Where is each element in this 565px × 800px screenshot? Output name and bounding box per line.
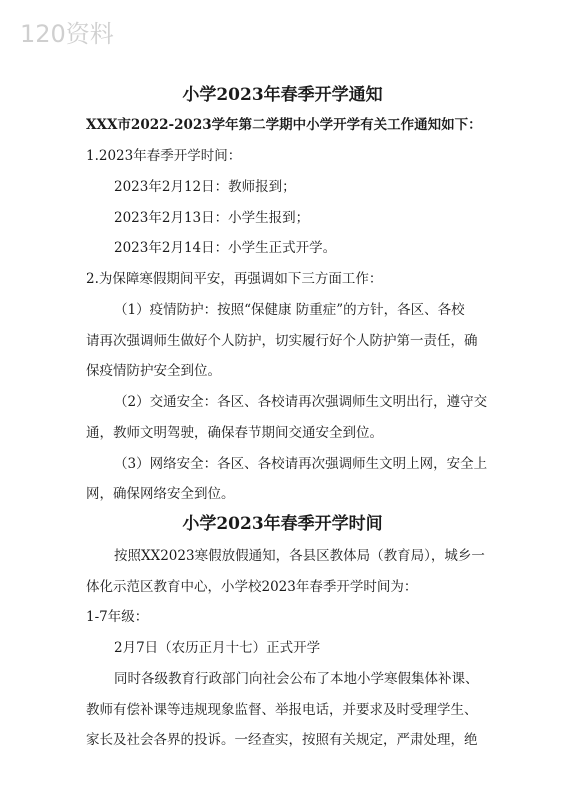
- notice-intro: XXX市2022-2023学年第二学期中小学开学有关工作通知如下：: [86, 117, 482, 133]
- supervision-para-line: 家长及社会各界的投诉。一经查实，按照有关规定，严肃处理，绝: [86, 732, 478, 748]
- epidemic-para-line: 请再次强调师生做好个人防护，切实履行好个人防护第一责任，确: [86, 333, 478, 349]
- schedule-para-line: 体化示范区教育中心，小学校2023年春季开学时间为：: [86, 579, 418, 595]
- traffic-para-line: （2）交通安全：各区、各校请再次强调师生文明出行，遵守交: [114, 394, 488, 410]
- network-para-line: （3）网络安全：各区、各校请再次强调师生文明上网，安全上: [114, 456, 488, 472]
- notice-title: 小学2023年春季开学通知: [182, 85, 383, 105]
- grade-label: 1-7年级：: [86, 609, 149, 625]
- network-para-line: 网，确保网络安全到位。: [86, 486, 235, 502]
- date-school-start: 2023年2月14日：小学生正式开学。: [114, 240, 337, 256]
- item2-heading: 2.为保障寒假期间平安，再强调如下三方面工作：: [86, 271, 383, 287]
- supervision-para-line: 教师有偿补课等违规现象监督、举报电话，并要求及时受理学生、: [86, 702, 478, 718]
- watermark-logo: 120资料: [20, 20, 114, 48]
- date-student-report: 2023年2月13日：小学生报到；: [114, 210, 310, 226]
- epidemic-para-line: （1）疫情防护：按照“保健康 防重症”的方针，各区、各校: [114, 302, 465, 318]
- date-teacher-report: 2023年2月12日：教师报到；: [114, 179, 296, 195]
- schedule-title: 小学2023年春季开学时间: [182, 514, 383, 534]
- supervision-para-line: 同时各级教育行政部门向社会公布了本地小学寒假集体补课、: [114, 671, 479, 687]
- schedule-para-line: 按照XX2023寒假放假通知，各县区教体局（教育局），城乡一: [114, 548, 485, 564]
- epidemic-para-line: 保疫情防护安全到位。: [86, 363, 221, 379]
- item1-heading: 1.2023年春季开学时间：: [86, 148, 242, 164]
- traffic-para-line: 通，教师文明驾驶，确保春节期间交通安全到位。: [86, 425, 383, 441]
- start-date: 2月7日（农历正月十七）正式开学: [114, 640, 321, 656]
